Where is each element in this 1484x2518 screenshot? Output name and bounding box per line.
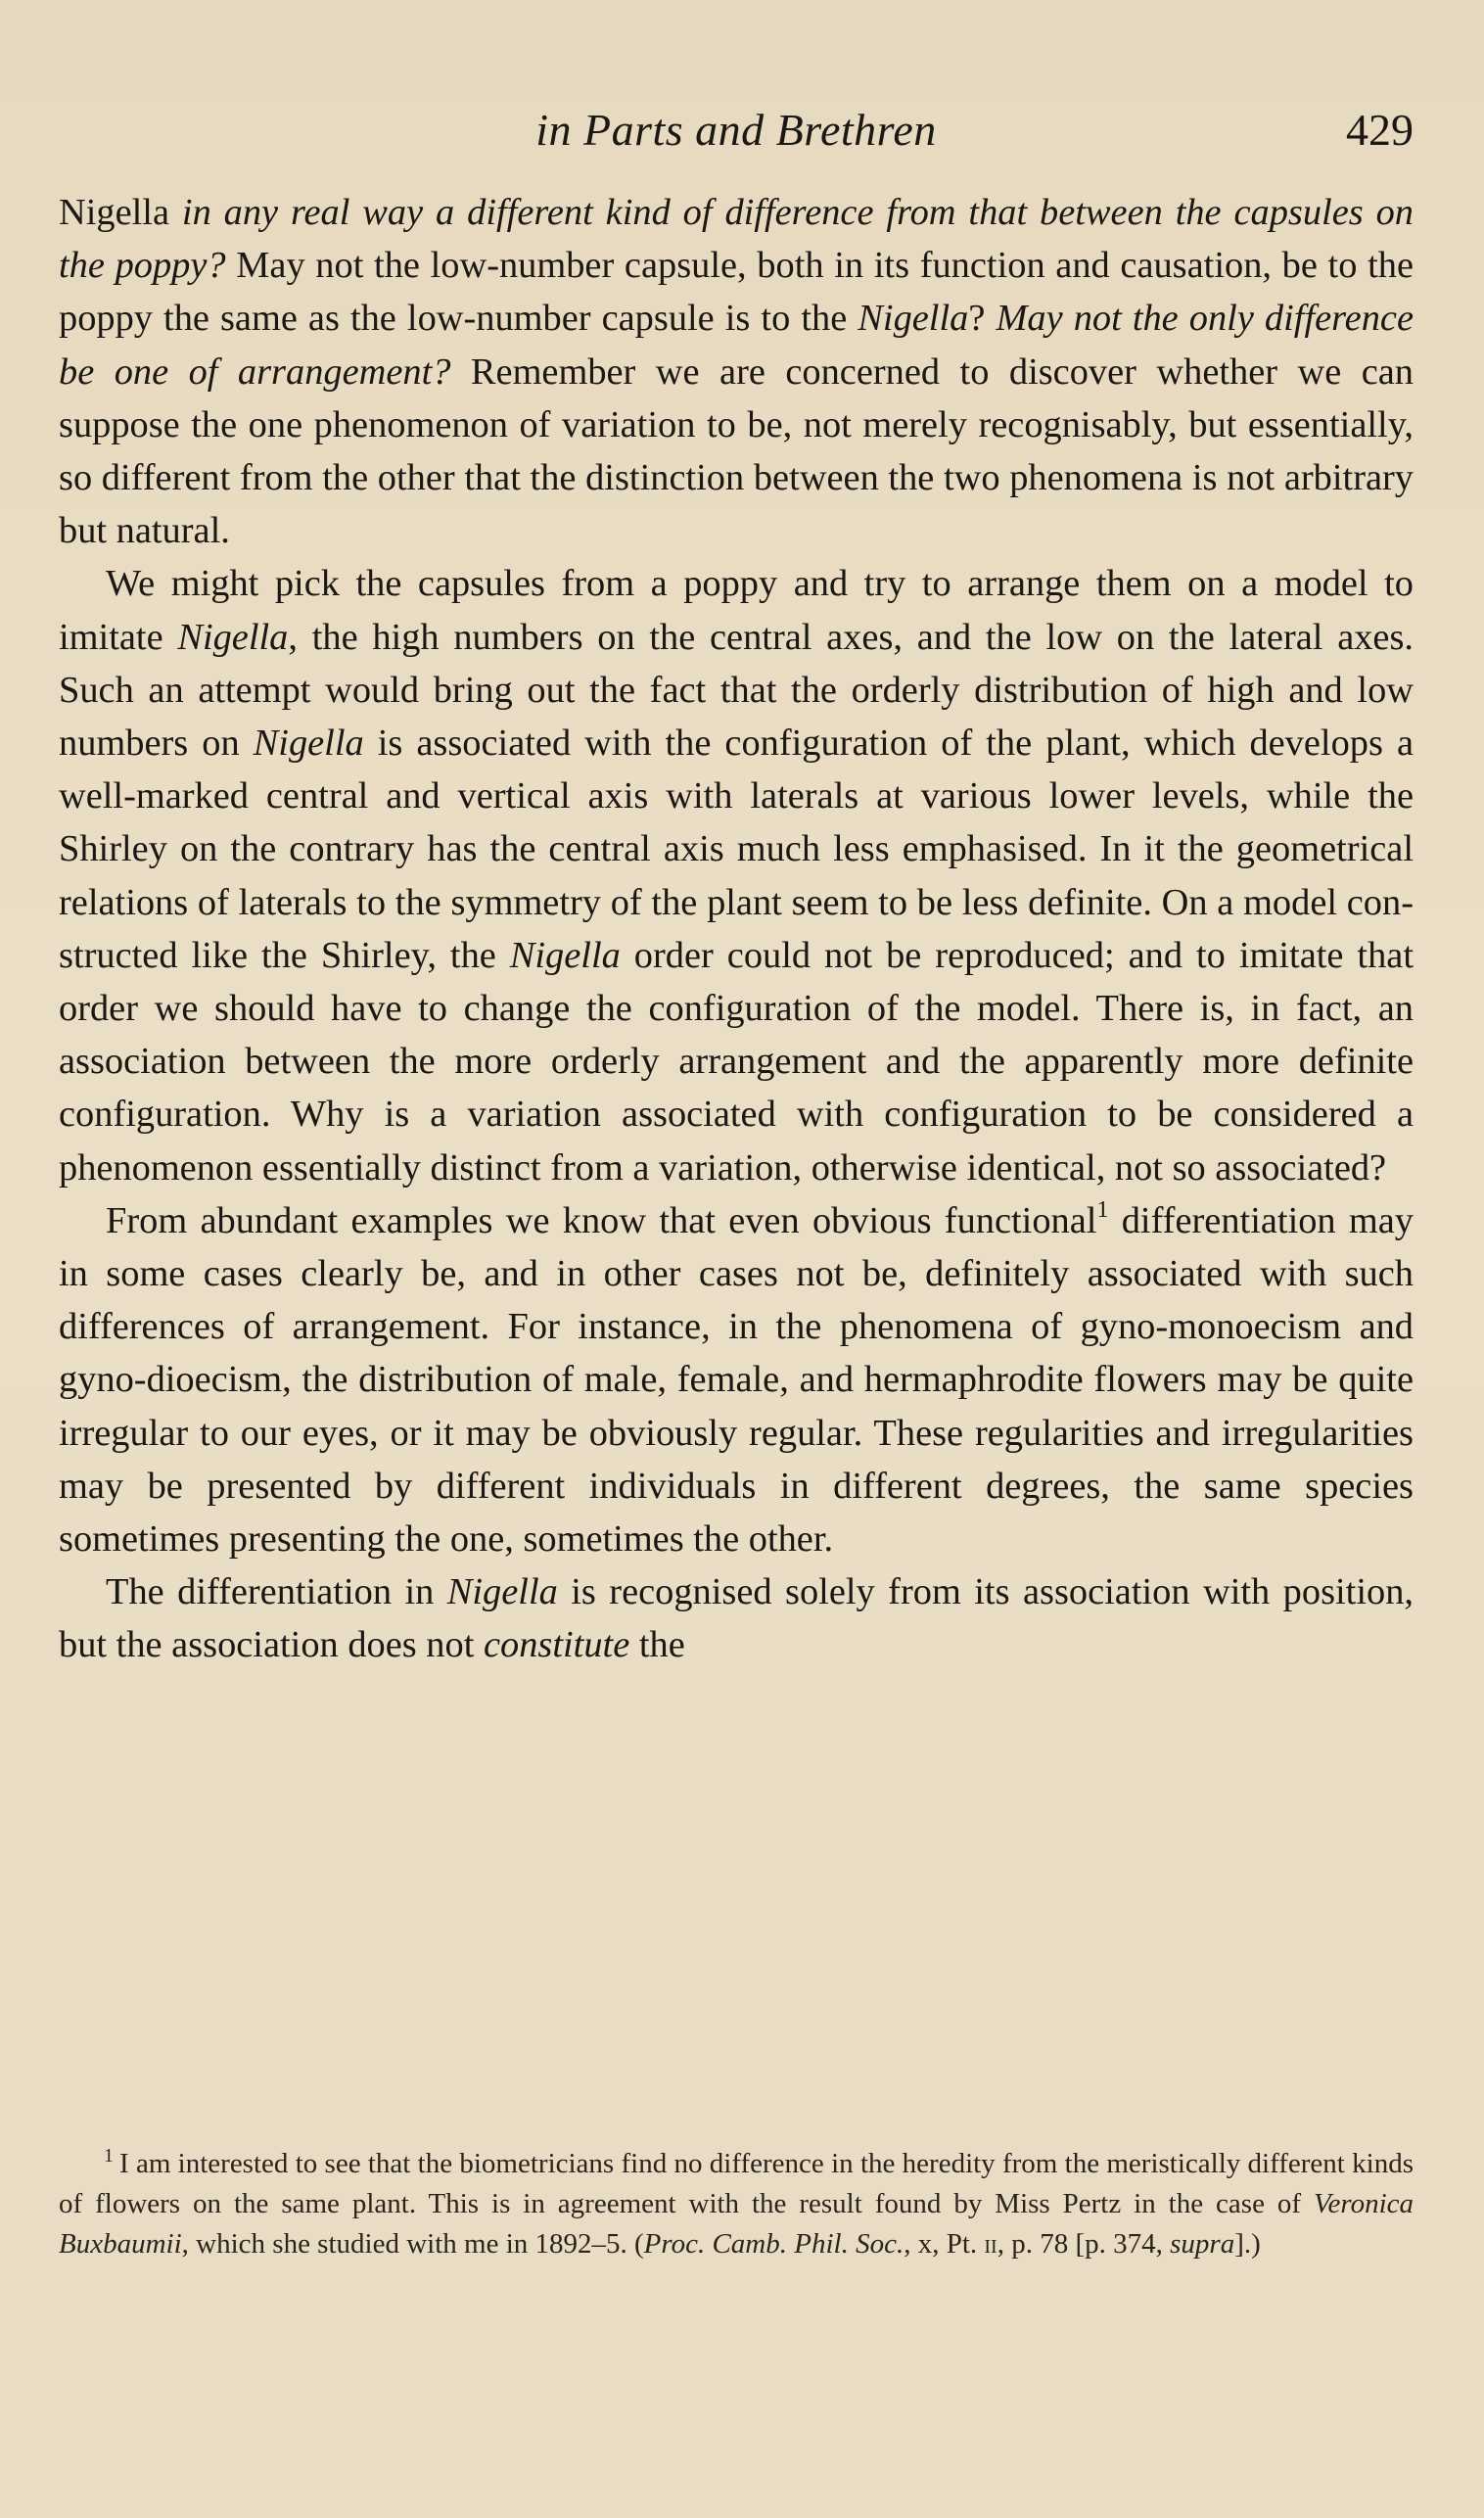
footnote-marker: 1 xyxy=(104,2145,114,2167)
italic-text: Proc. Camb. Phil. Soc. xyxy=(643,2228,904,2260)
text-run: order could not be reproduced; and to imitate that order we should have to change the configuration of the model. There is, in fact, an association between the more orderly arrangement and the apparently more definite configuration. Why is a variation associated with configuration to be considered a phenomenon essentially distinct from a variation, otherwise identical, not so associated? xyxy=(59,934,1414,1189)
italic-text: May not the only difference be one of arrangement? xyxy=(59,298,1414,393)
text-run: , x, Pt. xyxy=(904,2228,985,2260)
text-run: is recognised solely from its association with position, but the association does not xyxy=(59,1571,1414,1666)
text-run: differentiation may in some cases clearly be, and in other cases not be, definitely associated with such differences of arrangement. For instance, in the phenomena of gyno-monoecism and gyno-dioecism, the distribution of male, female, and hermaphrodite flowers may be quite irregular to our eyes, or it may be obviously regular. These regularities and irregularities may be presented by different individuals in different degrees, the same species sometimes presenting the one, sometimes the other. xyxy=(59,1199,1414,1561)
footnote-reference: 1 xyxy=(1096,1196,1109,1223)
italic-text: Nigella xyxy=(177,616,289,658)
italic-text: Veronica Buxbaumii xyxy=(59,2188,1414,2260)
text-run: We might pick the capsules from a poppy and try to arrange them on a model to imitate xyxy=(59,563,1414,658)
paragraph xyxy=(59,186,1414,557)
text-run: ? xyxy=(968,298,997,340)
italic-text: Nigella xyxy=(253,723,364,765)
footnote-text xyxy=(59,2148,1414,2260)
text-run: the xyxy=(629,1624,685,1666)
text-run: May not the low-number capsule, both in its function and causation, be to the poppy the same as the low-number capsule is to the xyxy=(59,245,1414,340)
text-run: From abundant examples we know that even obvious functional xyxy=(106,1199,1097,1241)
italic-text: in any real way a different kind of difference from that between the capsules on the poppy? xyxy=(59,192,1414,287)
page-header xyxy=(59,96,1414,164)
text-run: , which she studied with me in 1892–5. ( xyxy=(181,2228,644,2260)
text-run: ].) xyxy=(1234,2228,1261,2260)
paragraph xyxy=(59,1565,1414,1671)
smallcaps-text: ii xyxy=(984,2228,997,2260)
italic-text: supra xyxy=(1170,2228,1235,2260)
footnote xyxy=(59,2144,1414,2264)
body-text xyxy=(59,186,1414,1672)
italic-text: Nigella xyxy=(858,298,969,340)
italic-text: Nigella xyxy=(509,934,621,976)
text-run: I am interested to see that the biometricians find no difference in the heredity from the meristically different kinds of flowers on the same plant. This is in agreement with the result found by Miss Pertz in the case of xyxy=(59,2148,1414,2219)
text-run: Remember we are concerned to discover whether we can suppose the one phenomenon of variation to be, not merely recognisably, but essentially, so different from the other that the distinction between the two phenomena is not arbitrary but natural. xyxy=(59,350,1414,552)
italic-text: constitute xyxy=(483,1624,630,1666)
text-run: is associated with the configuration of the plant, which develops a well-marked central and vertical axis with laterals at various lower levels, while the Shirley on the contrary has the central axis much less emphasised. In it the geometrical relations of laterals to the symmetry of the plant seem to be less definite. On a model constructed like the Shirley, the xyxy=(59,723,1414,976)
italic-text: Nigella xyxy=(446,1571,558,1613)
text-run: , the high numbers on the central axes, and the low on the lateral axes. Such an attempt would bring out the fact that the orderly distribution of high and low numbers on xyxy=(59,616,1414,765)
page-number: 429 xyxy=(1346,105,1414,155)
paragraph xyxy=(59,557,1414,1193)
text-run: Nigella xyxy=(59,192,182,233)
text-run: The differentiation in xyxy=(106,1571,447,1613)
running-title: in Parts and Brethren xyxy=(535,105,937,155)
text-run: , p. 78 [p. 374, xyxy=(997,2228,1171,2260)
paragraph xyxy=(59,1194,1414,1565)
